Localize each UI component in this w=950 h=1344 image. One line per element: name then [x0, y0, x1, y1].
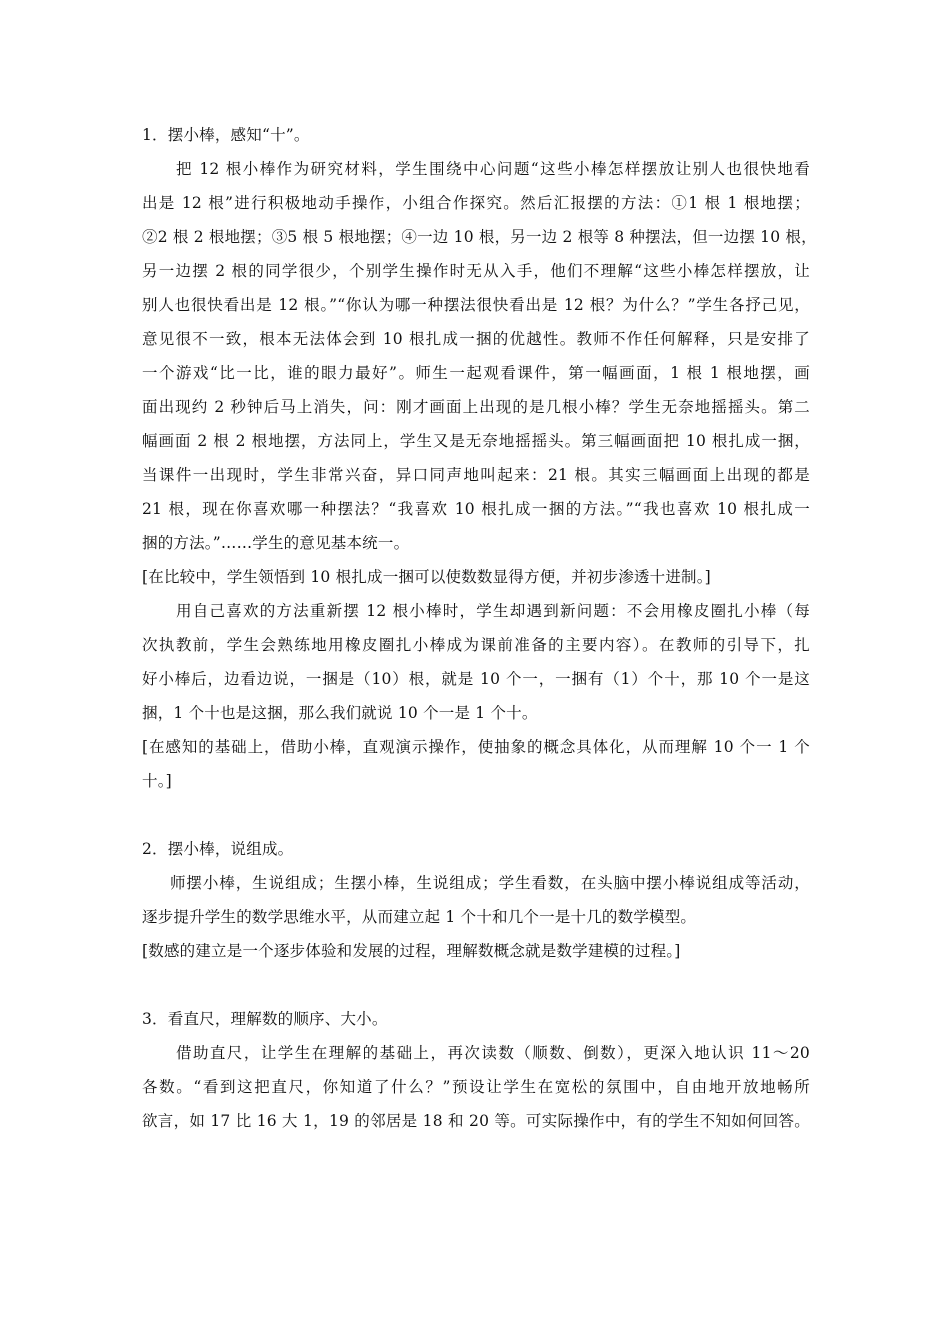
section-3-para-line: 欲言，如 17 比 16 大 1，19 的邻居是 18 和 20 等。可实际操作中，有的学生不知如何回答。: [142, 1112, 810, 1130]
section-1-para-1-line: 当课件一出现时，学生非常兴奋，异口同声地叫起来：21 根。其实三幅画面上出现的都是: [142, 466, 810, 484]
section-1-para-1-line: 把 12 根小棒作为研究材料，学生围绕中心问题“这些小棒怎样摆放让别人也很快地看: [176, 160, 810, 178]
section-3-para-line: 借助直尺，让学生在理解的基础上，再次读数（顺数、倒数），更深入地认识 11～20: [176, 1044, 810, 1062]
section-1-para-1-line: 意见很不一致，根本无法体会到 10 根扎成一捆的优越性。教师不作任何解释，只是安排了: [142, 330, 810, 348]
section-1-para-1-line: 21 根，现在你喜欢哪一种摆法？“我喜欢 10 根扎成一捆的方法。”“我也喜欢 10 根扎成一: [142, 500, 810, 518]
document-page: [142, 118, 817, 1138]
section-1-para-1-line: 面出现约 2 秒钟后马上消失，问：刚才画面上出现的是几根小棒？学生无奈地摇摇头。第二: [142, 398, 810, 416]
section-1-para-1-line: 别人也很快看出是 12 根。”“你认为哪一种摆法很快看出是 12 根？为什么？”学生各抒己见，: [142, 296, 810, 314]
section-3-heading: 3．看直尺，理解数的顺序、大小。: [142, 1010, 388, 1028]
section-1-para-2-line: 用自己喜欢的方法重新摆 12 根小棒时，学生却遇到新问题：不会用橡皮圈扎小棒（每: [176, 602, 810, 620]
section-1-para-1-line: 另一边摆 2 根的同学很少，个别学生操作时无从入手，他们不理解“这些小棒怎样摆放，让: [142, 262, 810, 280]
section-1-para-1-line: 一个游戏“比一比，谁的眼力最好”。师生一起观看课件，第一幅画面，1 根 1 根地摆，画: [142, 364, 810, 382]
section-spacer: [142, 968, 810, 1002]
section-2-para-line: 师摆小棒，生说组成；生摆小棒，生说组成；学生看数，在头脑中摆小棒说组成等活动，: [170, 874, 810, 892]
section-2-heading: 2．摆小棒，说组成。: [142, 840, 294, 858]
section-1-para-1-line: 捆的方法。”……学生的意见基本统一。: [142, 534, 410, 552]
section-1-note-2-line: 十。]: [142, 772, 172, 790]
section-1-para-2-line: 次执教前，学生会熟练地用橡皮圈扎小棒成为课前准备的主要内容）。在教师的引导下，扎: [142, 636, 810, 654]
section-1-heading: 1．摆小棒，感知“十”。: [142, 126, 310, 144]
section-1-note-1: [在比较中，学生领悟到 10 根扎成一捆可以使数数显得方便，并初步渗透十进制。]: [142, 568, 711, 586]
section-2-note: [数感的建立是一个逐步体验和发展的过程，理解数概念就是数学建模的过程。]: [142, 942, 681, 960]
section-1-para-1-line: ②2 根 2 根地摆；③5 根 5 根地摆；④一边 10 根，另一边 2 根等 8 种摆法，但一边摆 10 根，: [142, 228, 817, 246]
section-spacer: [142, 798, 810, 832]
section-1-note-2-line: [在感知的基础上，借助小棒，直观演示操作，使抽象的概念具体化，从而理解 10 个一 1 个: [142, 738, 810, 756]
section-1-para-2-line: 好小棒后，边看边说，一捆是（10）根，就是 10 个一，一捆有（1）个十，那 10 个一是这: [142, 670, 810, 688]
section-2-para-line: 逐步提升学生的数学思维水平，从而建立起 1 个十和几个一是十几的数学模型。: [142, 908, 697, 926]
section-1-para-1-line: 出是 12 根”进行积极地动手操作，小组合作探究。然后汇报摆的方法：①1 根 1 根地摆；: [142, 194, 810, 212]
section-1-para-1-line: 幅画面 2 根 2 根地摆，方法同上，学生又是无奈地摇摇头。第三幅画面把 10 根扎成一捆，: [142, 432, 810, 450]
section-1-para-2-line: 捆，1 个十也是这捆，那么我们就说 10 个一是 1 个十。: [142, 704, 538, 722]
section-3-para-line: 各数。“看到这把直尺，你知道了什么？”预设让学生在宽松的氛围中，自由地开放地畅所: [142, 1078, 810, 1096]
